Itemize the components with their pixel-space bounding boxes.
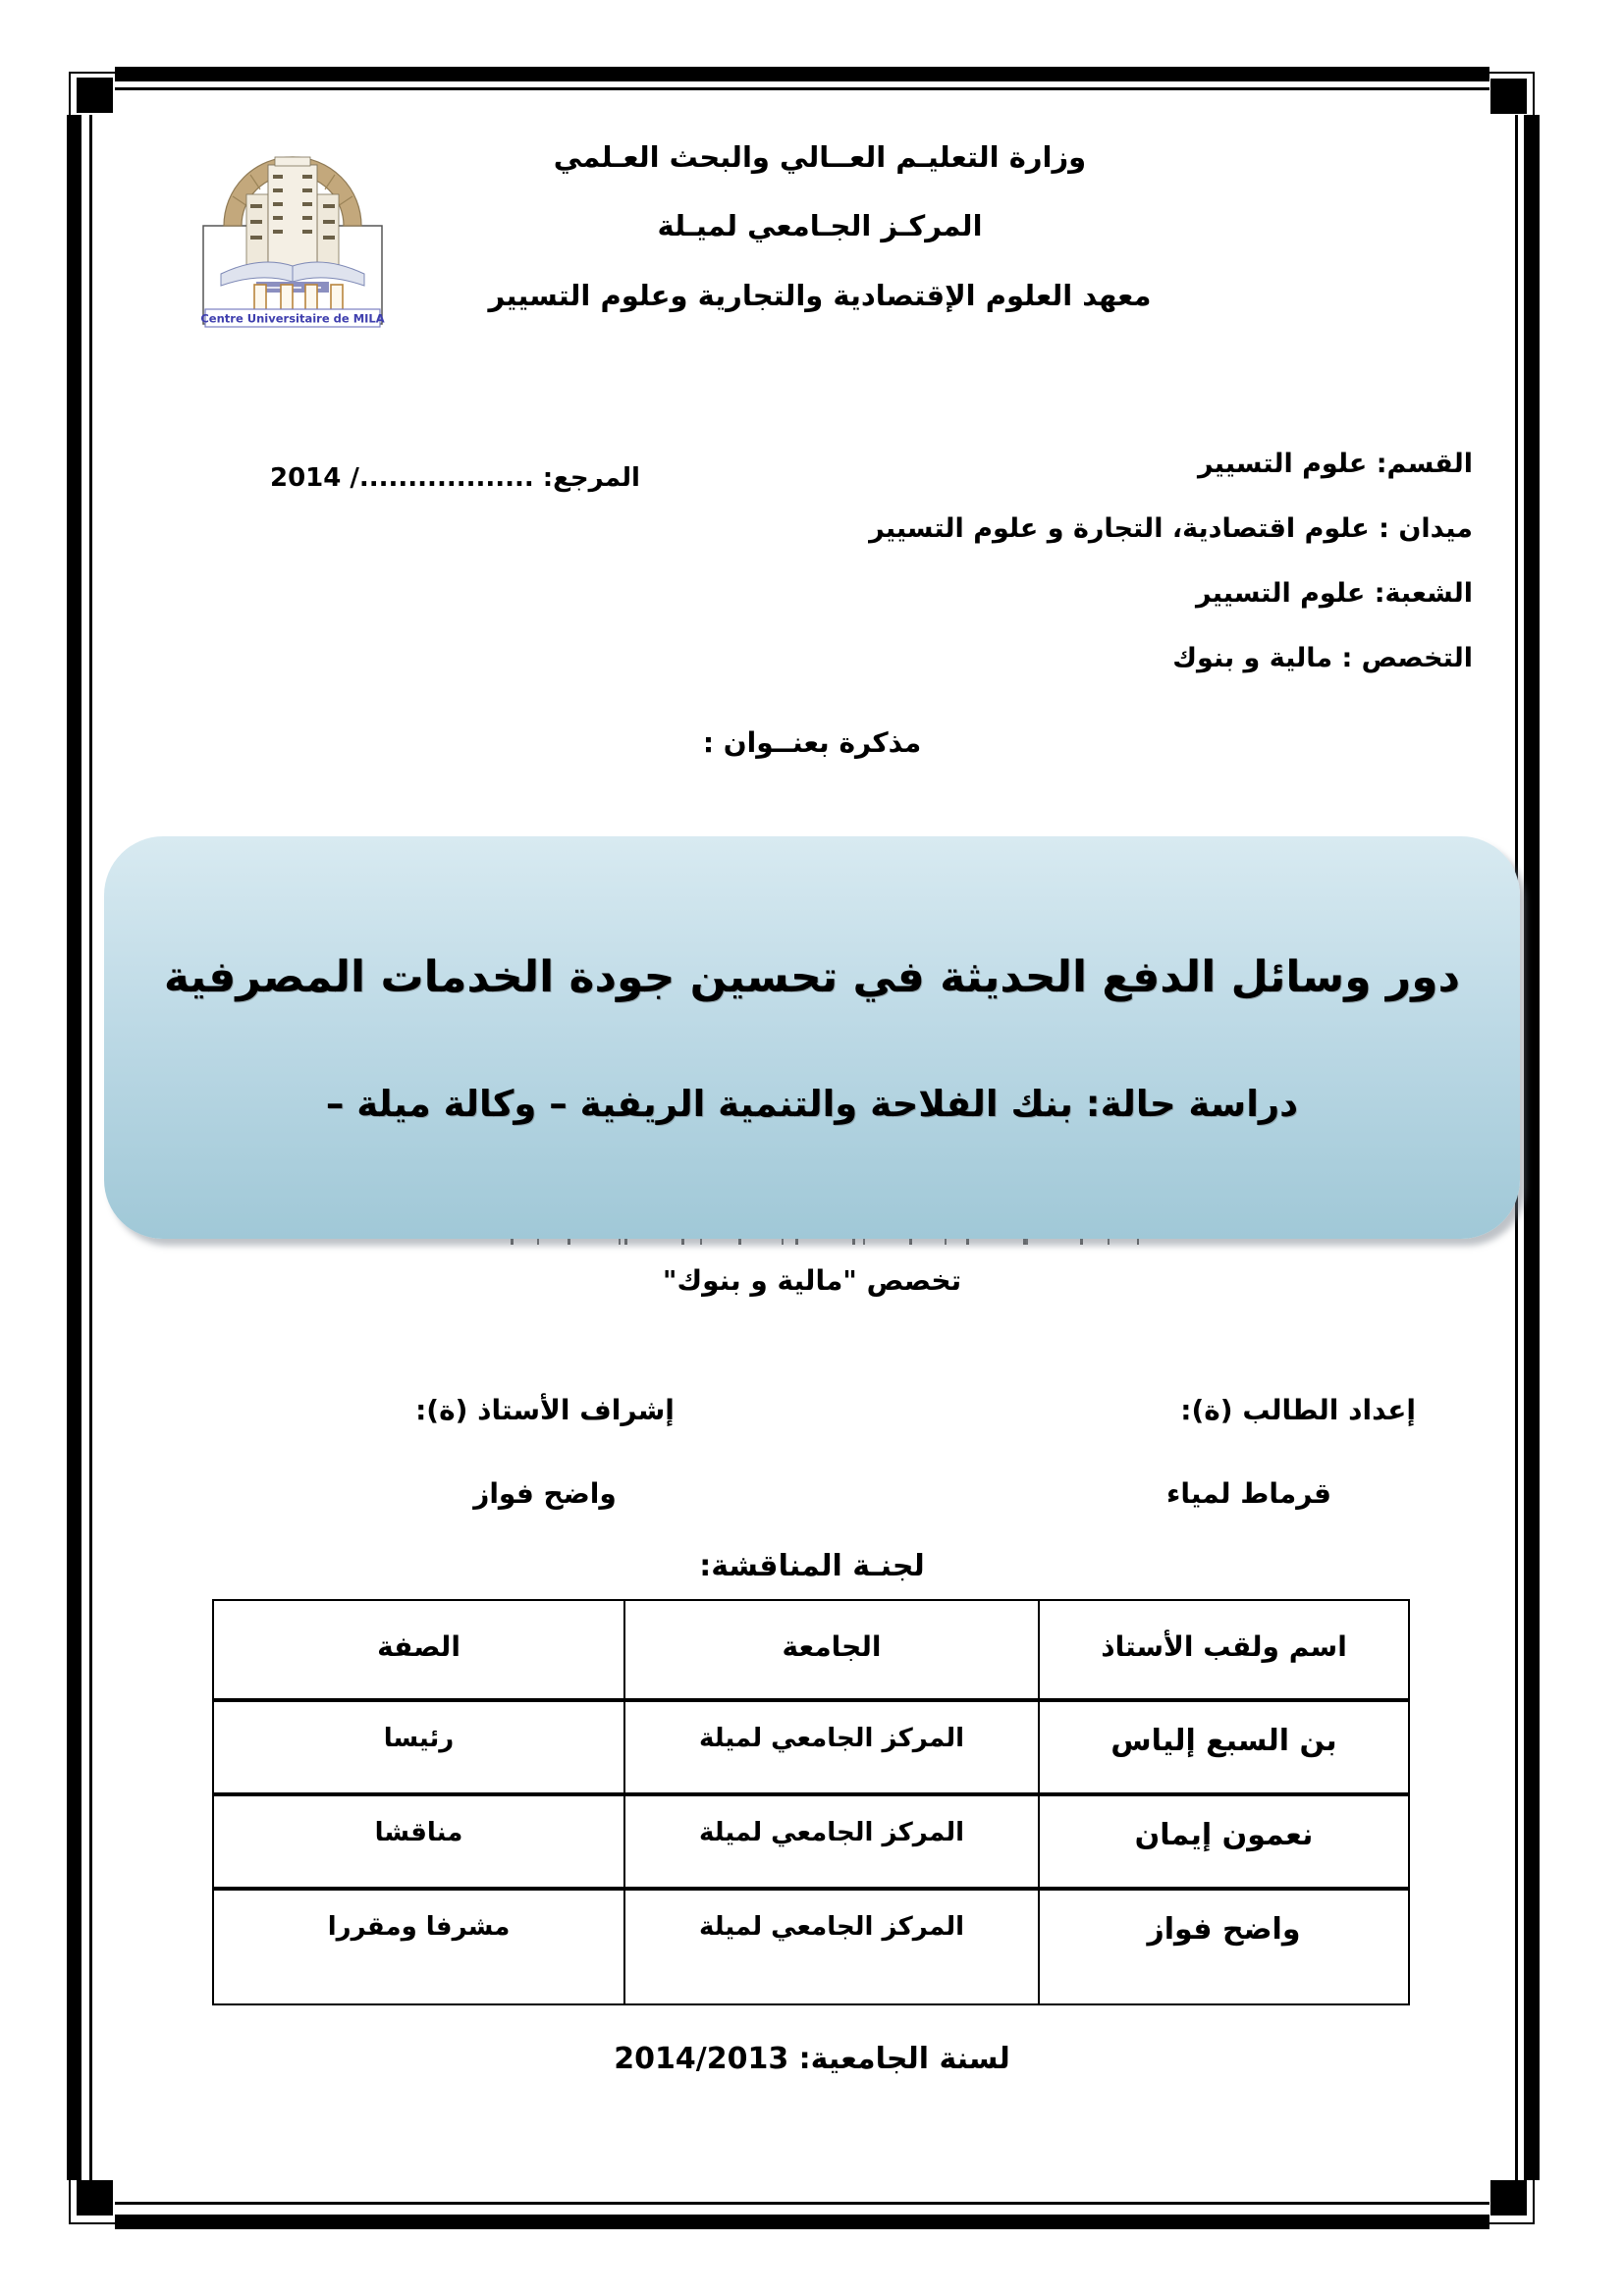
- info-branch: الشعبة: علوم التسيير: [1195, 578, 1473, 610]
- border-corner-jog: [69, 2180, 71, 2224]
- info-department: القسم: علوم التسيير: [1198, 449, 1473, 479]
- col-role: الصفة: [213, 1600, 624, 1700]
- info-specialty: التخصص : مالية و بنوك: [1172, 643, 1473, 674]
- thesis-case-study: دراسة حالة: بنك الفلاحة والتنمية الريفية – وكالة ميلة –: [325, 1083, 1299, 1125]
- border-corner-jog: [1533, 2180, 1535, 2224]
- logo-caption: Centre Universitaire de MILA: [200, 311, 385, 326]
- border-bottom-thick: [115, 2215, 1489, 2229]
- member-role: رئيسا: [213, 1700, 624, 1794]
- ministry-header: [412, 139, 1227, 347]
- member-university: المركز الجامعي لميلة: [624, 1889, 1039, 2004]
- reference-field: المرجع: ................../ 2014: [270, 463, 640, 493]
- member-name: نعمون إيمان: [1039, 1794, 1409, 1889]
- academic-year: لسنة الجامعية: 2014/2013: [614, 2042, 1010, 2076]
- col-university: الجامعة: [624, 1600, 1039, 1700]
- thesis-title-box: [104, 836, 1520, 1239]
- student-label: إعداد الطالب (ة):: [1180, 1394, 1416, 1426]
- border-corner-jog: [1489, 72, 1535, 74]
- student-name: قرماط لمياء: [1166, 1477, 1331, 1510]
- border-left-thick: [67, 115, 81, 2180]
- student-section: [1082, 1394, 1416, 1510]
- member-name: واضح فواز: [1039, 1889, 1409, 2004]
- border-corner-jog: [1533, 72, 1535, 117]
- university-line: المركـز الجـامعي لميـلة: [657, 209, 983, 243]
- border-top-thick: [115, 67, 1489, 81]
- col-professor-name: اسم ولقب الأستاذ: [1039, 1600, 1409, 1700]
- border-right-thick: [1524, 115, 1540, 2180]
- committee-row: [213, 1700, 1409, 1794]
- supervisor-section: [393, 1394, 697, 1510]
- supervisor-label: إشراف الأستاذ (ة):: [415, 1394, 675, 1426]
- thesis-title: دور وسائل الدفع الحديثة في تحسين جودة الخدمات المصرفية: [163, 952, 1461, 1002]
- border-corner-step: [77, 78, 113, 113]
- committee-row: [213, 1794, 1409, 1889]
- university-logo-icon: [191, 135, 398, 332]
- committee-heading: لجنـة المناقشة:: [699, 1549, 925, 1583]
- obscured-text-fragment: [511, 1239, 1139, 1245]
- border-corner-step: [1490, 2180, 1527, 2216]
- member-role: مناقشا: [213, 1794, 624, 1889]
- specialty-note: تخصص "مالية و بنوك": [662, 1264, 962, 1297]
- committee-header-row: [213, 1600, 1409, 1700]
- member-role: مشرفا ومقررا: [213, 1889, 624, 2004]
- info-field: ميدان : علوم اقتصادية، التجارة و علوم التسيير: [869, 513, 1473, 545]
- border-corner-jog: [69, 72, 71, 117]
- border-top-thin: [115, 87, 1489, 90]
- border-corner-step: [1490, 79, 1527, 114]
- department-info: [727, 432, 1473, 692]
- border-corner-jog: [69, 2222, 115, 2224]
- border-corner-step: [77, 2180, 113, 2216]
- member-university: المركز الجامعي لميلة: [624, 1794, 1039, 1889]
- border-left-thin: [89, 115, 92, 2180]
- border-corner-jog: [1489, 2222, 1535, 2224]
- institute-line: معهد العلوم الإقتصادية والتجارية وعلوم التسيير: [488, 278, 1152, 312]
- supervisor-name: واضح فواز: [473, 1477, 617, 1510]
- committee-table: [212, 1599, 1410, 2005]
- memo-label: مذكرة بعنــوان :: [702, 726, 922, 759]
- border-corner-jog: [69, 72, 115, 74]
- committee-row: [213, 1889, 1409, 2004]
- border-bottom-thin: [115, 2202, 1489, 2205]
- ministry-line: وزارة التعليـم العــالي والبحث العـلمي: [553, 140, 1087, 174]
- member-university: المركز الجامعي لميلة: [624, 1700, 1039, 1794]
- member-name: بن السبع إلياس: [1039, 1700, 1409, 1794]
